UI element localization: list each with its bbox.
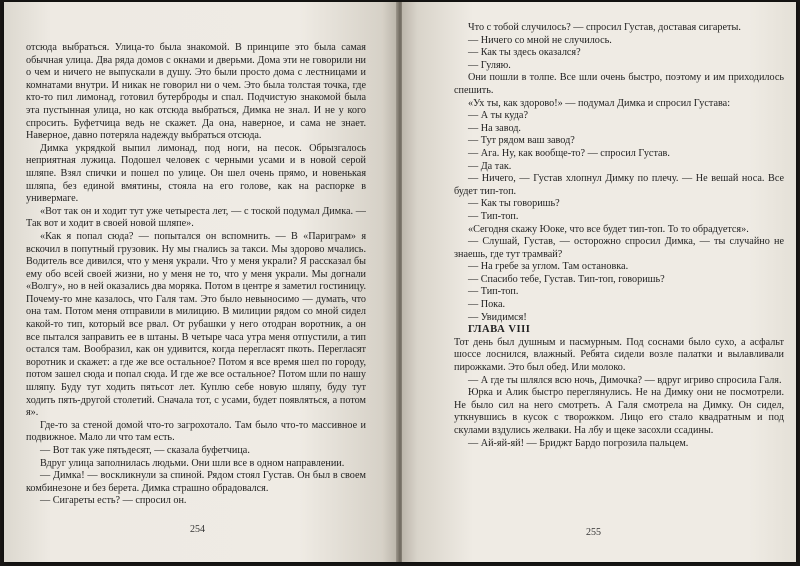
paragraph: — Как ты говоришь? <box>468 198 560 210</box>
paragraph: — Пока. <box>468 299 506 311</box>
paragraph: Тот день был душным и пасмурным. Под соснами было сухо, а асфальт шоссе лоснился, влажный. Ребята сидели возле палатки и вылавливали пирожками. Это был обед. Или молоко. <box>454 336 784 374</box>
paragraph: Они пошли в толпе. Все шли очень быстро, поэтому и им приходилось спешить. <box>454 72 784 96</box>
paragraph: «Ух ты, как здорово!» — подумал Димка и спросил Густава: <box>468 97 731 109</box>
right-page-number: 255 <box>586 527 601 538</box>
left-page-text <box>26 42 366 508</box>
paragraph: Где-то за стеной домой что-то загрохотало. Там было что-то массивное и подвижное. Мало ли что там есть. <box>26 419 366 444</box>
paragraph: — Ничего, — Густав хлопнул Димку по плечу. — Не вешай носа. Все будет тип-топ. <box>454 173 784 197</box>
paragraph: — Слушай, Густав, — осторожно спросил Димка, — ты случайно не знаешь, где тут трамвай? <box>454 236 784 260</box>
paragraph: — Да так. <box>468 160 512 172</box>
paragraph: «Как я попал сюда? — попытался он вспомнить. — В «Париграм» я вскочил в попутный грузовик. Ну мы гнались за такси. Мы здорово мчались. Водитель все дивился, что у меня украли. Что у меня украли? Я рассказал бы ему обо всей своей жизни, но у меня не то, что у меня украли. Мы догнали «Волгу», но в ней оказались два моряка. Потом в центре я заметил гостиницу. Почему-то мне казалось, что Галя там. Это было невыносимо — думать, что она там. Потом меня отправили в милицию. В милиции рядом со мной сидел какой-то тип, который все рвал. От рубашки у него отодран воротник, а он все пытался заправить ее в штаны. В четыре часа утра меня отпустили, а тип остался там. Вообразил, как он удивится, когда перегласят пкоть. Перегласят воротник и скажет: а где же все остальное? Потом я все время шел по городу, потом зашел сюда и попал сюда. И где же все остальное? Потом шли по нашу шляпу. Буду тут ходить пятьсот лет. Куплю себе новую шляпу, буду тут ходить пять-другой столетий. Сначала тот, с усами, будет появляться, а потом я». <box>26 230 366 419</box>
left-page-number: 254 <box>190 524 205 535</box>
paragraph: — Ничего со мной не случилось. <box>468 34 612 46</box>
paragraph: — Димка! — воскликнули за спиной. Рядом стоял Густав. Он был в своем комбинезоне и без берета. Димка страшно обрадовался. <box>26 470 366 494</box>
paragraph: «Сегодня скажу Юоке, что все будет тип-топ. То то обрадуется». <box>468 223 749 235</box>
right-page-text <box>454 22 784 450</box>
paragraph: — Вот так уже пятьдесят, — сказала буфетчица. <box>40 445 250 456</box>
paragraph: — А где ты шлялся всю ночь, Димочка? — вдруг игриво спросила Галя. <box>468 374 782 386</box>
paragraph: — На завод. <box>468 122 521 134</box>
paragraph: — Спасибо тебе, Густав. Тип-топ, говоришь? <box>468 273 665 285</box>
paragraph: — Как ты здесь оказался? <box>468 47 581 59</box>
paragraph: — А ты куда? <box>468 110 528 122</box>
chapter-title: ГЛАВА VIII <box>468 324 531 336</box>
paragraph: — На гребе за углом. Там остановка. <box>468 261 629 273</box>
paragraph: — Ай-яй-яй! — Бриджт Бардо погрозила пальцем. <box>468 437 689 449</box>
paragraph: — Тут рядом ваш завод? <box>468 135 575 147</box>
paragraph: — Увидимся! <box>468 311 527 323</box>
paragraph: — Сигареты есть? — спросил он. <box>40 495 187 507</box>
paragraph: Что с тобой случилось? — спросил Густав, доставая сигареты. <box>468 22 741 33</box>
book-spread <box>4 2 796 562</box>
paragraph: — Гуляю. <box>468 59 511 71</box>
right-page <box>402 2 796 562</box>
paragraph: Юрка и Алик быстро переглянулись. Не на Димку они не посмотрели. Не было сил на него смотреть. А Галя смотрела на Димку. Он сидел, уткнувшись в кусок с творожком. Лицо его стало квадратным и под скулами вздулись желваки. На лбу и щеке засохли ссадины. <box>454 387 784 436</box>
paragraph: Вдруг улица заполнилась людьми. Они шли все в одном направлении. <box>40 457 345 469</box>
paragraph: Димка укрядкой выпил лимонад, под ноги, на песок. Обрызгалось неприятная лужица. Подошел человек с черными усами и в новой серой шляпе. Взял спички и пошел по улице. Он шел очень прямо, и новенькая шляпа, без единой вмятины, стояла на его голове, как на распорке в универмаге. <box>26 142 366 205</box>
paragraph: отсюда выбраться. Улица-то была знакомой. В принципе это была самая обычная улица. Два ряда домов с окнами и дверьми. Дома эти не говорили ни о чем и ничего не выпускали в душу. Это были просто дома с лестницами и комнатами внутри. И никак не говорил ни о чем. Это была толстая точка, где кто-то пил лимонад, готовил бутерброды и спал. Подчистую знакомой была эта пустынная улица, но как отсюда выбраться, Димка не знал. И не у кого спросить. Буфетчица ведь не скажет. Да она, наверное, и сама не знает. Наверное, давно потеряла надежду выбраться отсюда. <box>26 42 366 142</box>
paragraph: — Тип-топ. <box>468 286 519 298</box>
paragraph: — Тип-топ. <box>468 210 519 222</box>
paragraph: «Вот так он и ходит тут уже четыреста лет, — с тоской подумал Димка. — Так вот и ходит в своей новой шляпе». <box>26 205 366 230</box>
left-page <box>4 2 398 562</box>
paragraph: — Ага. Ну, как вообще-то? — спросил Густав. <box>468 147 670 159</box>
